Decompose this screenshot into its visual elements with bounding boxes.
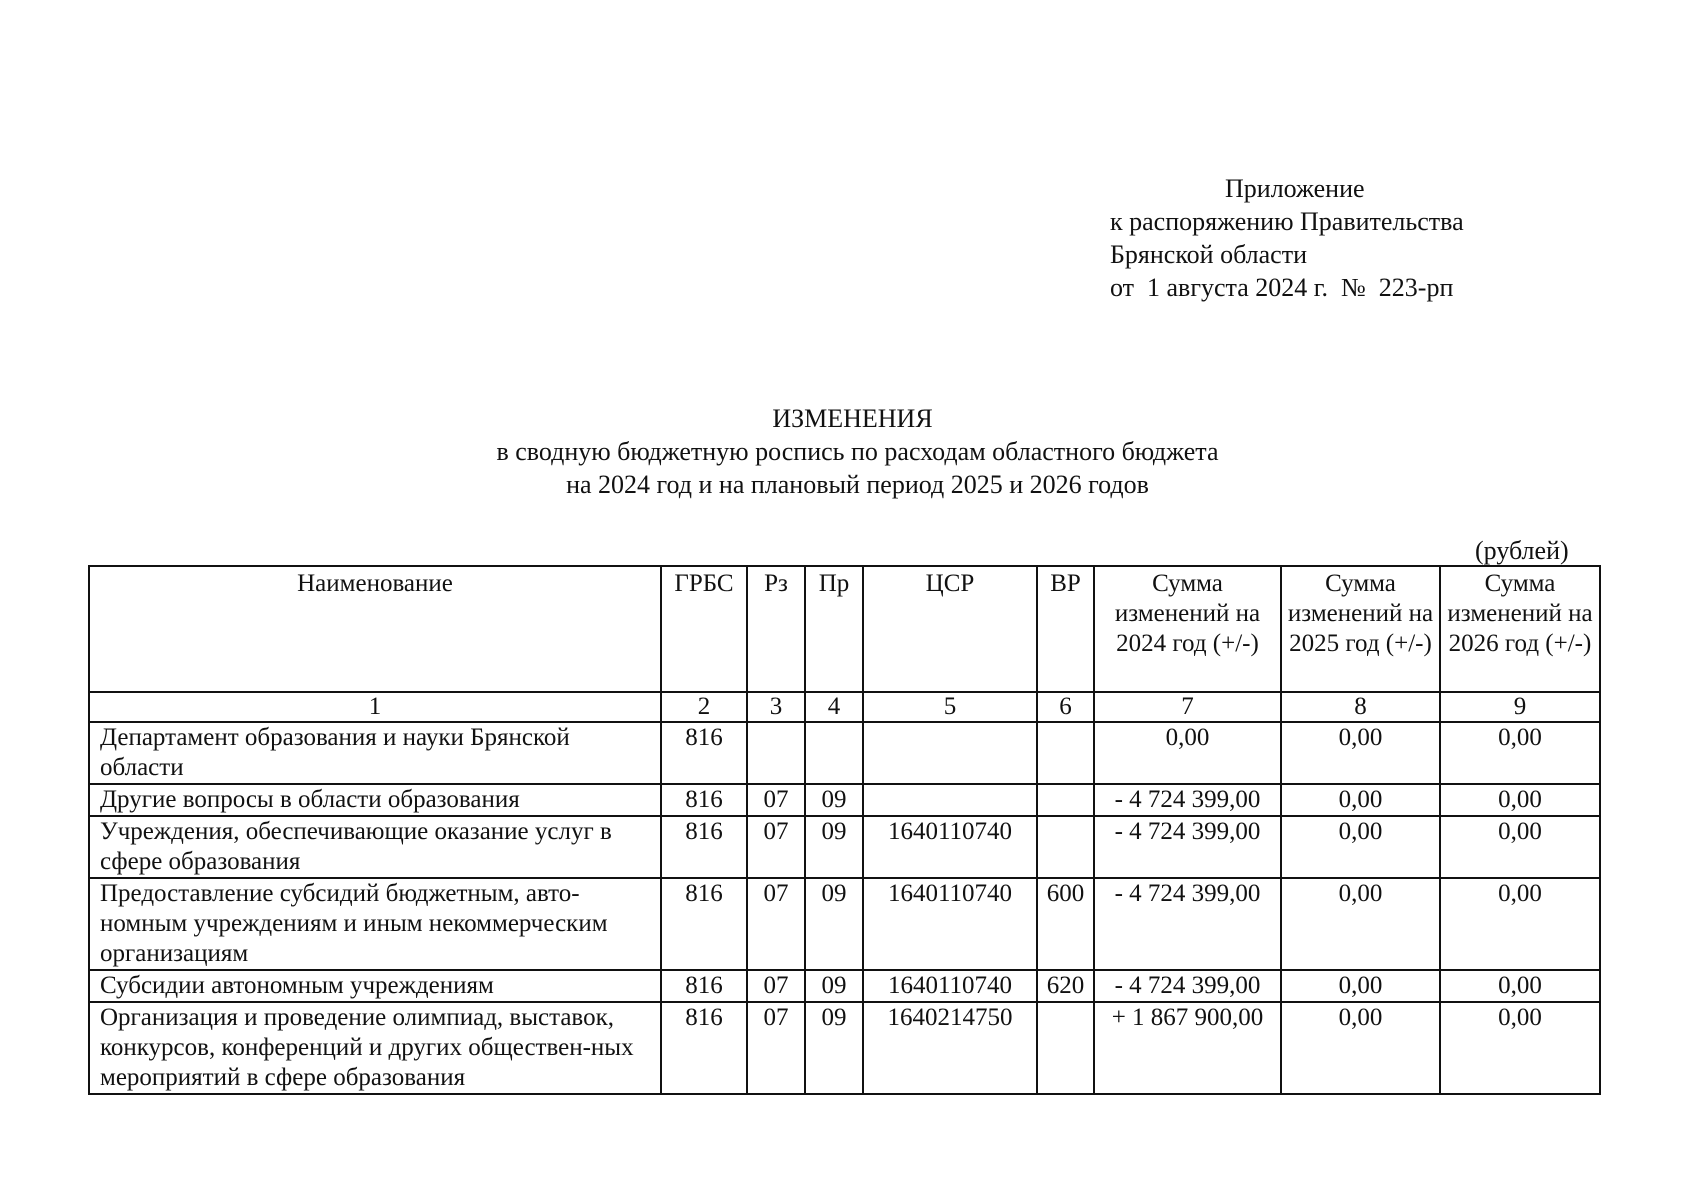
header-pr: Пр: [805, 566, 863, 692]
column-number: 4: [805, 692, 863, 722]
column-number: 6: [1037, 692, 1094, 722]
title-period: на 2024 год и на плановый период 2025 и 2026 годов: [566, 470, 1149, 499]
header-sum-2026: Сумма изменений на 2026 год (+/-): [1440, 566, 1600, 692]
table-row: [89, 1002, 1600, 1094]
row-sum-2025: 0,00: [1281, 970, 1440, 1002]
header-vr: ВР: [1037, 566, 1094, 692]
row-vr: [1037, 1002, 1094, 1094]
appendix-region: Брянской области: [1110, 240, 1307, 269]
table-row: [89, 970, 1600, 1002]
column-number: 7: [1094, 692, 1281, 722]
row-rz: 07: [747, 784, 805, 816]
appendix-title: Приложение: [1225, 174, 1365, 203]
title-heading: ИЗМЕНЕНИЯ: [772, 404, 933, 433]
row-sum-2025: 0,00: [1281, 878, 1440, 970]
row-sum-2025: 0,00: [1281, 784, 1440, 816]
row-name: Другие вопросы в области образования: [89, 784, 661, 816]
appendix-date-number: от 1 августа 2024 г. № 223-рп: [1110, 273, 1454, 302]
row-csr: 1640110740: [863, 878, 1037, 970]
appendix-reference: к распоряжению Правительства: [1110, 207, 1464, 236]
table-row: [89, 722, 1600, 784]
column-number: 9: [1440, 692, 1600, 722]
row-sum-2024: - 4 724 399,00: [1094, 878, 1281, 970]
row-grbs: 816: [661, 784, 747, 816]
header-sum-2024: Сумма изменений на 2024 год (+/-): [1094, 566, 1281, 692]
header-csr: ЦСР: [863, 566, 1037, 692]
row-grbs: 816: [661, 722, 747, 784]
row-grbs: 816: [661, 970, 747, 1002]
row-sum-2024: + 1 867 900,00: [1094, 1002, 1281, 1094]
title-subject: в сводную бюджетную роспись по расходам областного бюджета: [496, 437, 1219, 466]
row-sum-2026: 0,00: [1440, 722, 1600, 784]
row-sum-2026: 0,00: [1440, 816, 1600, 878]
row-pr: 09: [805, 878, 863, 970]
row-vr: [1037, 722, 1094, 784]
row-pr: 09: [805, 816, 863, 878]
row-csr: 1640110740: [863, 816, 1037, 878]
row-rz: 07: [747, 816, 805, 878]
row-vr: 620: [1037, 970, 1094, 1002]
header-name: Наименование: [89, 566, 661, 692]
row-sum-2024: - 4 724 399,00: [1094, 784, 1281, 816]
column-number: 1: [89, 692, 661, 722]
row-grbs: 816: [661, 1002, 747, 1094]
row-name: Организация и проведение олимпиад, выставок, конкурсов, конференций и других обществен-ных мероприятий в сфере образования: [89, 1002, 661, 1094]
row-pr: 09: [805, 784, 863, 816]
column-number: 8: [1281, 692, 1440, 722]
row-sum-2025: 0,00: [1281, 722, 1440, 784]
row-sum-2025: 0,00: [1281, 816, 1440, 878]
table-row: [89, 878, 1600, 970]
column-number-row: [89, 692, 1600, 722]
column-number: 3: [747, 692, 805, 722]
document-title: [0, 402, 1695, 501]
header-rz: Рз: [747, 566, 805, 692]
row-grbs: 816: [661, 878, 747, 970]
unit-note: (рублей): [1475, 536, 1569, 565]
row-rz: [747, 722, 805, 784]
row-rz: 07: [747, 1002, 805, 1094]
row-name: Учреждения, обеспечивающие оказание услуг в сфере образования: [89, 816, 661, 878]
row-sum-2024: - 4 724 399,00: [1094, 816, 1281, 878]
row-csr: 1640214750: [863, 1002, 1037, 1094]
header-grbs: ГРБС: [661, 566, 747, 692]
row-csr: 1640110740: [863, 970, 1037, 1002]
row-grbs: 816: [661, 816, 747, 878]
table-row: [89, 784, 1600, 816]
row-name: Предоставление субсидий бюджетным, авто-номным учреждениям и иным некоммерческим организациям: [89, 878, 661, 970]
column-number: 5: [863, 692, 1037, 722]
row-pr: [805, 722, 863, 784]
appendix-block: [1110, 172, 1464, 304]
row-sum-2026: 0,00: [1440, 878, 1600, 970]
row-vr: [1037, 784, 1094, 816]
row-sum-2024: - 4 724 399,00: [1094, 970, 1281, 1002]
row-pr: 09: [805, 1002, 863, 1094]
column-number: 2: [661, 692, 747, 722]
row-sum-2026: 0,00: [1440, 784, 1600, 816]
row-vr: [1037, 816, 1094, 878]
row-csr: [863, 784, 1037, 816]
budget-changes-table: [88, 565, 1601, 1095]
table-row: [89, 816, 1600, 878]
header-sum-2025: Сумма изменений на 2025 год (+/-): [1281, 566, 1440, 692]
row-rz: 07: [747, 970, 805, 1002]
row-sum-2026: 0,00: [1440, 1002, 1600, 1094]
row-sum-2024: 0,00: [1094, 722, 1281, 784]
row-name: Департамент образования и науки Брянской области: [89, 722, 661, 784]
row-vr: 600: [1037, 878, 1094, 970]
row-name: Субсидии автономным учреждениям: [89, 970, 661, 1002]
row-pr: 09: [805, 970, 863, 1002]
row-sum-2026: 0,00: [1440, 970, 1600, 1002]
row-sum-2025: 0,00: [1281, 1002, 1440, 1094]
row-csr: [863, 722, 1037, 784]
table-header-row: [89, 566, 1600, 692]
row-rz: 07: [747, 878, 805, 970]
